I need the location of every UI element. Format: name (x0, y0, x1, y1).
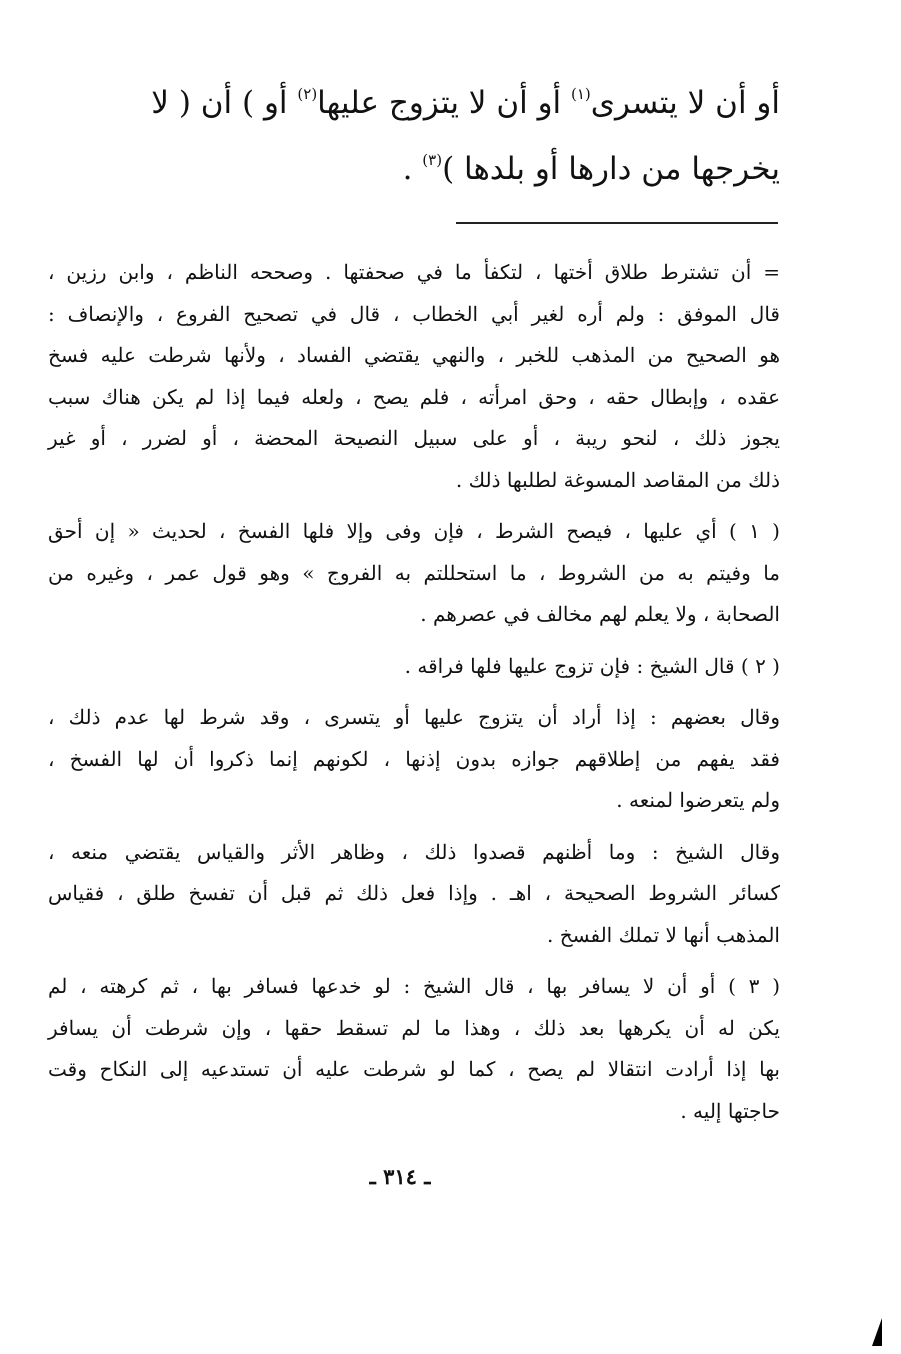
footnote-3 (48, 966, 780, 1132)
main-text-segment: أو أن لا يتسرى (590, 85, 780, 121)
footnote-line: وقال بعضهم : إذا أراد أن يتزوج عليها أو يتسرى ، وقد شرط لها عدم ذلك ، (48, 705, 780, 729)
main-text (92, 70, 780, 202)
footnote-line: الصحابة ، ولا يعلم لهم مخالف في عصرهم . (420, 602, 780, 626)
footnote-line: كسائر الشروط الصحيحة ، اهـ . وإذا فعل ذلك ثم قبل أن تفسخ طلق ، فقياس (48, 881, 781, 905)
footnote-line: وقال الشيخ : وما أظنهم قصدوا ذلك ، وظاهر الأثر والقياس يقتضي منعه ، (48, 839, 780, 864)
footnote-line: يكن له أن يكرهها بعد ذلك ، وهذا ما لم تسقط حقها ، وإن شرطت أن يسافر (48, 1015, 780, 1040)
main-text-segment: . (402, 151, 423, 187)
footnote-continuation (48, 252, 780, 501)
footnote-line: قال الموفق : ولم أره لغير أبي الخطاب ، قال في تصحيح الفروع ، والإنصاف : (48, 301, 780, 326)
footnote-2-continuation-2 (48, 832, 780, 957)
footnote-line: بها إذا أرادت انتقالا لم يصح ، كما لو شرطت عليه أن تستدعيه إلى النكاح وقت (48, 1057, 780, 1081)
footnote-2-continuation (48, 697, 780, 822)
footnote-line: ولم يتعرضوا لمنعه . (616, 788, 780, 812)
scan-corner-mark (872, 1318, 882, 1346)
footnote-line: المذهب أنها لا تملك الفسخ . (546, 922, 780, 947)
footnote-1 (48, 511, 780, 636)
footnote-line: ( ٢ ) قال الشيخ : فإن تزوج عليها فلها فراقه . (404, 653, 780, 678)
footnote-line: ( ١ ) أي عليها ، فيصح الشرط ، فإن وفى وإلا فلها الفسخ ، لحديث « إن أحق (48, 519, 780, 543)
main-text-segment: أو ) أن ( لا (151, 85, 298, 121)
footnote-marker-2[interactable]: (٢) (297, 85, 318, 103)
footnote-line: عقده ، وإبطال حقه ، وحق امرأته ، فلم يصح ، ولعله فيما إذا لم يكن هناك سبب (48, 384, 780, 409)
footnote-line: ما وفيتم به من الشروط ، ما استحللتم به الفروج » وهو قول عمر ، وغيره من (48, 560, 780, 585)
footnote-line: يجوز ذلك ، لنحو ريبة ، أو على سبيل النصيحة المحضة ، أو لضرر ، أو غير (48, 426, 780, 450)
page-number: ـ ٣١٤ ـ (369, 1164, 431, 1189)
footnote-2 (48, 646, 780, 688)
footnote-line: فقد يفهم من إطلاقهم جوازه بدون إذنها ، لكونهم إنما ذكروا أن لها الفسخ ، (48, 746, 780, 771)
main-text-segment: أو أن لا يتزوج عليها (317, 85, 571, 121)
footnotes (48, 252, 780, 1142)
footnote-marker-1[interactable]: (١) (571, 85, 591, 103)
main-text-line (92, 70, 780, 136)
footnote-marker-3[interactable]: (٣) (422, 151, 443, 169)
footnote-separator (456, 222, 778, 224)
footnote-line: هو الصحيح من المذهب للخبر ، والنهي يقتضي الفساد ، ولأنها شرطت عليه فسخ (48, 343, 780, 367)
footnote-line: = أن تشترط طلاق أختها ، لتكفأ ما في صحفتها . وصححه الناظم ، وابن رزين ، (48, 260, 780, 284)
main-text-segment: يخرجها من دارها أو بلدها ) (442, 151, 780, 187)
main-text-line (92, 136, 780, 202)
footnote-line: حاجتها إليه . (680, 1098, 780, 1123)
footnote-line: ( ٣ ) أو أن لا يسافر بها ، قال الشيخ : لو خدعها فسافر بها ، ثم كرهته ، لم (48, 974, 780, 998)
footnote-line: ذلك من المقاصد المسوغة لطلبها ذلك . (455, 467, 780, 492)
